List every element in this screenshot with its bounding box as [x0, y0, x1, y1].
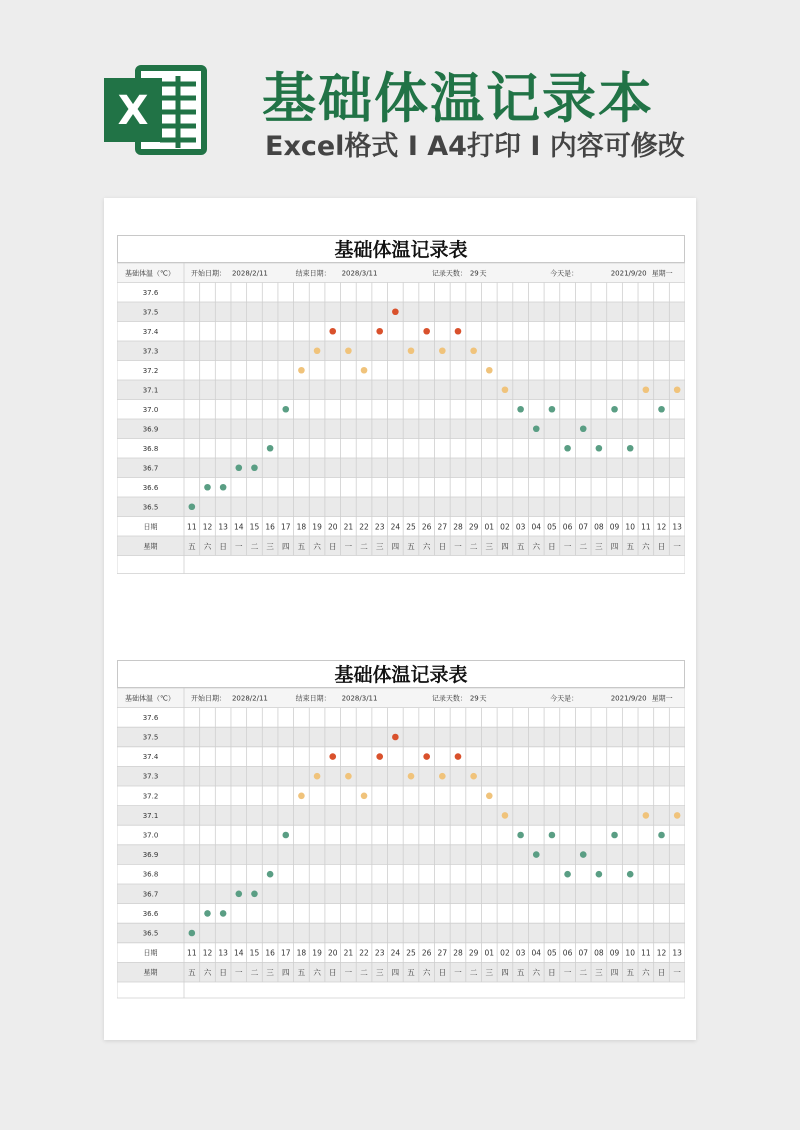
weekday-cell: 三	[595, 968, 603, 978]
date-cell: 10	[625, 948, 635, 958]
temperature-point	[423, 328, 430, 335]
date-cell: 14	[234, 948, 244, 958]
date-cell: 05	[547, 522, 557, 532]
weekday-cell: 四	[391, 968, 400, 978]
weekday-cell: 日	[438, 968, 447, 978]
temperature-point	[189, 930, 196, 937]
start-date-label: 开始日期：	[191, 269, 226, 278]
temperature-grid	[117, 263, 685, 615]
logo-letter: X	[117, 88, 149, 134]
temp-tick-label: 37.3	[142, 772, 159, 781]
weekday-cell: 五	[297, 541, 306, 551]
weekday-cell: 三	[485, 968, 494, 978]
date-cell: 26	[421, 522, 432, 532]
sheet-title: 基础体温记录表	[117, 660, 685, 688]
date-cell: 11	[187, 522, 197, 532]
temperature-point	[345, 773, 352, 780]
weekday-cell: 日	[548, 968, 556, 978]
weekday-cell: 一	[563, 968, 572, 978]
temperature-point	[220, 484, 227, 491]
temperature-point	[376, 328, 383, 335]
date-cell: 13	[218, 948, 228, 958]
weekday-cell: 一	[454, 968, 462, 978]
date-row-label: 日期	[143, 522, 158, 531]
date-cell: 07	[578, 948, 589, 958]
temperature-point	[376, 753, 383, 760]
weekday-cell: 三	[266, 968, 274, 978]
date-cell: 10	[625, 522, 635, 532]
date-cell: 08	[594, 522, 604, 532]
temperature-point	[329, 328, 336, 335]
end-date-value: 2028/3/11	[341, 694, 378, 703]
date-cell: 02	[500, 948, 510, 958]
temp-tick-label: 36.6	[142, 483, 159, 492]
weekday-cell: 二	[250, 541, 259, 551]
weekday-cell: 五	[407, 541, 415, 551]
date-cell: 27	[437, 522, 448, 532]
record-days-value: 29	[469, 694, 479, 703]
weekday-value: 星期一	[651, 694, 673, 703]
temperature-point	[282, 832, 289, 839]
date-cell: 12	[656, 948, 667, 958]
weekday-cell: 二	[579, 968, 587, 978]
weekday-cell: 一	[673, 541, 681, 551]
date-cell: 01	[484, 948, 495, 958]
weekday-cell: 四	[610, 541, 619, 551]
date-cell: 04	[531, 948, 542, 958]
record-days-unit: 天	[479, 269, 487, 278]
temperature-point	[235, 891, 242, 898]
weekday-cell: 日	[328, 541, 337, 551]
date-cell: 04	[531, 522, 542, 532]
start-date-label: 开始日期：	[191, 694, 226, 703]
weekday-cell: 日	[548, 541, 556, 551]
temperature-point	[674, 812, 681, 819]
date-cell: 01	[484, 522, 495, 532]
start-date-value: 2028/2/11	[231, 269, 268, 278]
temp-tick-label: 37.5	[142, 308, 159, 317]
weekday-cell: 六	[532, 968, 541, 978]
temperature-point	[455, 328, 462, 335]
weekday-cell: 三	[266, 541, 274, 551]
date-cell: 18	[296, 948, 307, 958]
temperature-point	[251, 464, 258, 471]
temperature-point	[345, 347, 352, 354]
weekday-value: 星期一	[651, 269, 673, 278]
date-cell: 03	[515, 522, 526, 532]
temperature-point	[470, 347, 477, 354]
date-cell: 20	[327, 522, 338, 532]
excel-logo-icon	[100, 62, 210, 158]
temperature-point	[627, 445, 634, 452]
date-cell: 17	[280, 948, 291, 958]
temp-tick-label: 37.6	[142, 713, 159, 722]
temp-tick-label: 37.4	[142, 753, 159, 762]
temperature-point	[596, 871, 603, 878]
temperature-point	[189, 503, 196, 510]
date-cell: 07	[578, 522, 589, 532]
temperature-point	[658, 406, 665, 413]
temperature-point	[439, 773, 446, 780]
temperature-point	[517, 406, 524, 413]
date-cell: 28	[453, 948, 463, 958]
date-cell: 19	[312, 522, 322, 532]
temp-tick-label: 37.4	[142, 327, 159, 336]
date-cell: 21	[343, 522, 354, 532]
date-cell: 27	[437, 948, 448, 958]
banner-subtitle: Excel格式 Ⅰ A4打印 Ⅰ 内容可修改	[265, 131, 685, 162]
weekday-cell: 六	[203, 968, 212, 978]
date-cell: 05	[547, 948, 557, 958]
temp-tick-label: 37.1	[142, 811, 159, 820]
weekday-cell: 六	[203, 541, 212, 551]
today-value: 2021/9/20	[610, 694, 647, 703]
date-cell: 17	[280, 522, 291, 532]
weekday-cell: 五	[626, 541, 634, 551]
date-cell: 08	[594, 948, 604, 958]
weekday-cell: 一	[344, 968, 353, 978]
weekday-cell: 日	[438, 541, 447, 551]
date-cell: 03	[515, 948, 526, 958]
banner-title: 基础体温记录本	[262, 67, 654, 130]
weekday-cell: 四	[501, 541, 509, 551]
temperature-point	[267, 871, 274, 878]
temperature-point	[423, 753, 430, 760]
weekday-cell: 二	[579, 541, 587, 551]
date-cell: 13	[218, 522, 228, 532]
temperature-point	[533, 851, 540, 858]
temp-tick-label: 37.0	[142, 405, 159, 414]
weekday-cell: 三	[375, 541, 384, 551]
weekday-cell: 一	[235, 541, 243, 551]
date-cell: 09	[609, 522, 620, 532]
weekday-cell: 三	[375, 968, 384, 978]
temperature-point	[580, 851, 587, 858]
date-cell: 25	[406, 522, 416, 532]
weekday-cell: 二	[469, 968, 478, 978]
date-cell: 15	[249, 948, 260, 958]
temperature-point	[658, 832, 665, 839]
temperature-point	[486, 793, 493, 800]
weekday-cell: 三	[485, 541, 494, 551]
weekday-cell: 六	[422, 541, 431, 551]
record-days-value: 29	[469, 269, 479, 278]
weekday-cell: 五	[188, 968, 196, 978]
weekday-cell: 一	[454, 541, 462, 551]
weekday-cell: 一	[235, 968, 243, 978]
temperature-point	[580, 425, 587, 432]
date-cell: 20	[327, 948, 338, 958]
temperature-grid	[117, 688, 685, 1004]
weekday-row-label: 星期	[143, 542, 158, 551]
temperature-point	[282, 406, 289, 413]
date-cell: 06	[562, 948, 573, 958]
date-cell: 12	[202, 948, 213, 958]
date-cell: 19	[312, 948, 322, 958]
temperature-point	[204, 484, 211, 491]
weekday-cell: 五	[297, 968, 306, 978]
weekday-cell: 二	[360, 541, 368, 551]
weekday-cell: 一	[673, 968, 681, 978]
date-cell: 23	[374, 948, 385, 958]
temp-tick-label: 36.8	[142, 870, 159, 879]
today-label: 今天是：	[550, 269, 579, 278]
temp-tick-label: 36.5	[142, 503, 159, 512]
temp-tick-label: 37.1	[142, 386, 159, 395]
date-cell: 18	[296, 522, 307, 532]
temperature-point	[361, 367, 368, 374]
date-cell: 22	[359, 948, 369, 958]
date-cell: 29	[468, 522, 479, 532]
weekday-cell: 五	[516, 541, 525, 551]
temp-tick-label: 36.5	[142, 929, 159, 938]
weekday-cell: 日	[328, 968, 337, 978]
sheet-title: 基础体温记录表	[117, 235, 685, 263]
weekday-cell: 六	[642, 541, 650, 551]
date-cell: 02	[500, 522, 510, 532]
weekday-cell: 一	[344, 541, 353, 551]
date-cell: 16	[265, 948, 275, 958]
date-cell: 11	[641, 948, 651, 958]
temp-tick-label: 37.2	[142, 366, 159, 375]
weekday-cell: 六	[313, 968, 321, 978]
temp-tick-label: 36.7	[142, 890, 159, 899]
temperature-point	[643, 812, 650, 819]
temperature-point	[502, 386, 509, 393]
temperature-point	[627, 871, 634, 878]
date-cell: 14	[234, 522, 244, 532]
weekday-cell: 六	[313, 541, 321, 551]
temperature-point	[439, 347, 446, 354]
temperature-point	[298, 793, 305, 800]
date-row-label: 日期	[143, 949, 158, 958]
temperature-point	[314, 773, 321, 780]
temperature-point	[533, 425, 540, 432]
temperature-point	[596, 445, 603, 452]
weekday-cell: 日	[657, 968, 666, 978]
temp-tick-label: 37.5	[142, 733, 159, 742]
temp-tick-label: 36.8	[142, 444, 159, 453]
weekday-cell: 五	[516, 968, 525, 978]
temperature-point	[486, 367, 493, 374]
temperature-point	[455, 753, 462, 760]
temperature-point	[392, 308, 399, 315]
temperature-point	[267, 445, 274, 452]
date-cell: 28	[453, 522, 463, 532]
temperature-point	[564, 445, 571, 452]
weekday-cell: 四	[282, 541, 290, 551]
temp-tick-label: 37.3	[142, 347, 159, 356]
weekday-cell: 四	[391, 541, 400, 551]
temperature-point	[392, 734, 399, 741]
temperature-point	[298, 367, 305, 374]
date-cell: 06	[562, 522, 573, 532]
weekday-cell: 二	[250, 968, 259, 978]
date-cell: 26	[421, 948, 432, 958]
record-days-label: 记录天数：	[431, 694, 467, 703]
temperature-point	[611, 406, 618, 413]
temp-tick-label: 37.0	[142, 831, 159, 840]
temperature-point	[564, 871, 571, 878]
date-cell: 23	[374, 522, 385, 532]
date-cell: 24	[390, 948, 401, 958]
temperature-point	[408, 773, 415, 780]
banner	[0, 0, 800, 190]
weekday-cell: 日	[219, 541, 227, 551]
weekday-row-label: 星期	[143, 968, 158, 977]
date-cell: 29	[468, 948, 479, 958]
weekday-cell: 四	[282, 968, 290, 978]
weekday-cell: 六	[532, 541, 541, 551]
end-date-label: 结束日期：	[295, 269, 331, 278]
weekday-cell: 五	[407, 968, 415, 978]
date-cell: 13	[672, 948, 682, 958]
date-cell: 12	[202, 522, 213, 532]
temperature-point	[235, 464, 242, 471]
temp-label: 基础体温（℃）	[125, 269, 175, 278]
weekday-cell: 五	[188, 541, 196, 551]
temp-tick-label: 36.7	[142, 464, 159, 473]
weekday-cell: 一	[563, 541, 572, 551]
weekday-cell: 二	[360, 968, 368, 978]
temperature-point	[220, 910, 227, 917]
temperature-point	[611, 832, 618, 839]
temp-tick-label: 36.6	[142, 909, 159, 918]
date-cell: 25	[406, 948, 416, 958]
date-cell: 11	[187, 948, 197, 958]
weekday-cell: 三	[595, 541, 603, 551]
date-cell: 24	[390, 522, 401, 532]
temperature-point	[314, 347, 321, 354]
temp-tick-label: 36.9	[142, 851, 159, 860]
record-days-unit: 天	[479, 694, 487, 703]
date-cell: 21	[343, 948, 354, 958]
temperature-point	[517, 832, 524, 839]
weekday-cell: 四	[610, 968, 619, 978]
weekday-cell: 六	[642, 968, 650, 978]
weekday-cell: 日	[219, 968, 227, 978]
end-date-label: 结束日期：	[295, 694, 331, 703]
weekday-cell: 二	[469, 541, 478, 551]
temperature-point	[674, 386, 681, 393]
record-days-label: 记录天数：	[431, 269, 467, 278]
temperature-point	[549, 832, 556, 839]
date-cell: 12	[656, 522, 667, 532]
temperature-point	[643, 386, 650, 393]
temperature-point	[329, 753, 336, 760]
date-cell: 16	[265, 522, 275, 532]
weekday-cell: 六	[422, 968, 431, 978]
weekday-cell: 日	[657, 541, 666, 551]
date-cell: 13	[672, 522, 682, 532]
temperature-point	[361, 793, 368, 800]
temp-tick-label: 37.6	[142, 288, 159, 297]
date-cell: 22	[359, 522, 369, 532]
temp-tick-label: 36.9	[142, 425, 159, 434]
date-cell: 15	[249, 522, 260, 532]
temperature-point	[204, 910, 211, 917]
temperature-point	[408, 347, 415, 354]
temp-tick-label: 37.2	[142, 792, 159, 801]
temperature-point	[470, 773, 477, 780]
weekday-cell: 五	[626, 968, 634, 978]
date-cell: 11	[641, 522, 651, 532]
start-date-value: 2028/2/11	[231, 694, 268, 703]
weekday-cell: 四	[501, 968, 509, 978]
today-value: 2021/9/20	[610, 269, 647, 278]
temperature-point	[549, 406, 556, 413]
temp-label: 基础体温（℃）	[125, 694, 175, 703]
today-label: 今天是：	[550, 694, 579, 703]
date-cell: 09	[609, 948, 620, 958]
end-date-value: 2028/3/11	[341, 269, 378, 278]
temperature-point	[251, 891, 258, 898]
temperature-point	[502, 812, 509, 819]
